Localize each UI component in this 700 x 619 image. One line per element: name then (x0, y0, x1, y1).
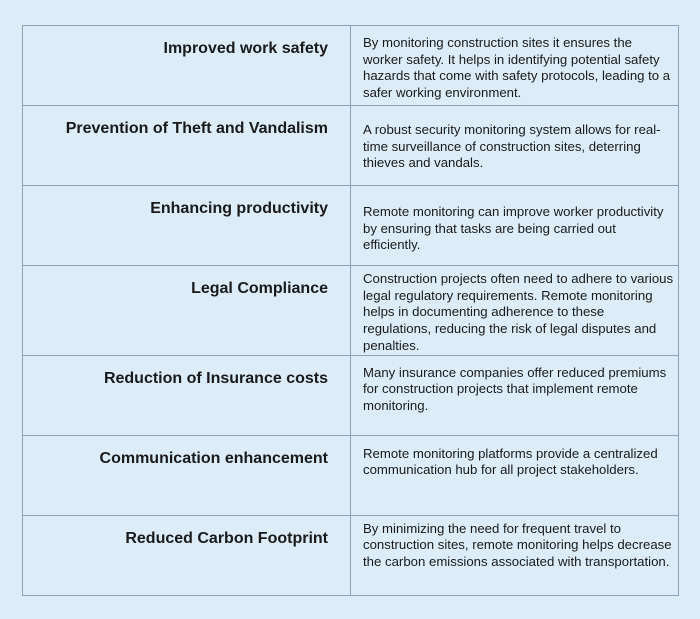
table-row (23, 26, 679, 106)
benefit-label: Communication enhancement (23, 435, 351, 515)
benefit-description: By monitoring construction sites it ensures the worker safety. It helps in identifying potential safety hazards that come with safety protocols, leading to a safer working environment. (351, 26, 679, 106)
table-row (23, 515, 679, 595)
benefit-label: Prevention of Theft and Vandalism (23, 106, 351, 186)
benefits-table (22, 25, 679, 596)
benefit-description: A robust security monitoring system allows for real-time surveillance of construction sites, deterring thieves and vandals. (351, 106, 679, 186)
benefit-label: Reduction of Insurance costs (23, 355, 351, 435)
benefit-label: Reduced Carbon Footprint (23, 515, 351, 595)
benefit-description: Construction projects often need to adhere to various legal regulatory requirements. Remote monitoring helps in documenting adherence to these regulations, reducing the risk of legal disputes and penalties. (351, 266, 679, 356)
table-row (23, 106, 679, 186)
benefit-description: Remote monitoring platforms provide a centralized communication hub for all project stakeholders. (351, 435, 679, 515)
benefit-label: Enhancing productivity (23, 186, 351, 266)
table-row (23, 266, 679, 356)
benefit-description: Many insurance companies offer reduced premiums for construction projects that implement remote monitoring. (351, 355, 679, 435)
benefit-description: By minimizing the need for frequent travel to construction sites, remote monitoring helps decrease the carbon emissions associated with transportation. (351, 515, 679, 595)
table-row (23, 186, 679, 266)
benefit-description: Remote monitoring can improve worker productivity by ensuring that tasks are being carried out efficiently. (351, 186, 679, 266)
table-row (23, 355, 679, 435)
table-row (23, 435, 679, 515)
benefit-label: Improved work safety (23, 26, 351, 106)
benefit-label: Legal Compliance (23, 266, 351, 356)
